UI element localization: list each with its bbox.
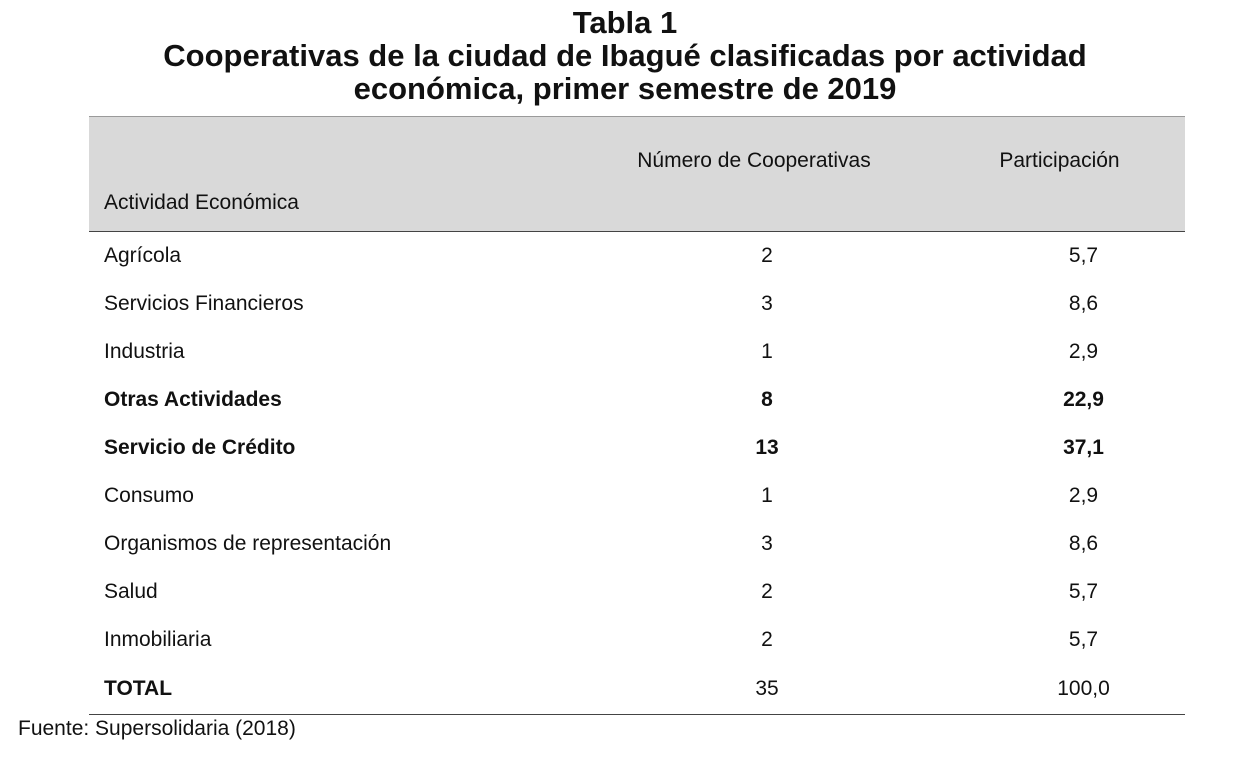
cell-count: 2 [761, 244, 773, 267]
total-row [89, 664, 1185, 715]
data-table [89, 116, 1185, 715]
cell-activity: Industria [104, 340, 185, 363]
cell-share: 2,9 [1068, 340, 1099, 363]
header-row [89, 117, 1185, 232]
cell-count: 1 [761, 340, 773, 363]
cell-activity: Servicios Financieros [104, 292, 304, 315]
table-row [89, 328, 1185, 376]
total-count: 35 [574, 664, 934, 715]
table-title-line-2: económica, primer semestre de 2019 [353, 71, 897, 106]
table-row [89, 616, 1185, 664]
cell-share: 22,9 [1063, 388, 1104, 411]
cell-share: 8,6 [1068, 532, 1099, 555]
cell-share: 2,9 [1068, 484, 1099, 507]
cell-count: 13 [755, 436, 779, 459]
cell-count: 3 [761, 292, 773, 315]
cell-count: 2 [761, 580, 773, 603]
source-note: Fuente: Supersolidaria (2018) [18, 717, 296, 740]
cell-activity: Servicio de Crédito [104, 436, 296, 459]
cell-activity: Consumo [104, 484, 194, 507]
cell-activity: Salud [104, 580, 158, 603]
table-title-number: Tabla 1 [572, 5, 678, 40]
table-row [89, 376, 1185, 424]
cell-share: 8,6 [1068, 292, 1099, 315]
cell-count: 1 [761, 484, 773, 507]
cell-share: 37,1 [1063, 436, 1104, 459]
cell-share: 5,7 [1068, 580, 1099, 603]
table-row [89, 280, 1185, 328]
cell-count: 3 [761, 532, 773, 555]
header-activity: Actividad Económica [89, 117, 574, 232]
cell-activity: Otras Actividades [104, 388, 282, 411]
cell-activity: Inmobiliaria [104, 628, 212, 651]
table-row [89, 232, 1185, 281]
cooperatives-table [89, 116, 1185, 715]
table-row [89, 568, 1185, 616]
table-row [89, 520, 1185, 568]
cell-count: 2 [761, 628, 773, 651]
header-count: Número de Cooperativas [574, 117, 934, 232]
table-row [89, 472, 1185, 520]
cell-share: 5,7 [1068, 628, 1099, 651]
total-label: TOTAL [89, 664, 574, 715]
table-header [89, 117, 1185, 232]
table-title [0, 6, 1250, 105]
table-body [89, 232, 1185, 715]
table-row [89, 424, 1185, 472]
cell-activity: Organismos de representación [104, 532, 392, 555]
table-title-line-1: Cooperativas de la ciudad de Ibagué clasificadas por actividad [163, 38, 1087, 73]
cell-activity: Agrícola [104, 244, 182, 267]
cell-share: 5,7 [1068, 244, 1099, 267]
total-share: 100,0 [934, 664, 1185, 715]
header-share: Participación [934, 117, 1185, 232]
cell-count: 8 [761, 388, 773, 411]
